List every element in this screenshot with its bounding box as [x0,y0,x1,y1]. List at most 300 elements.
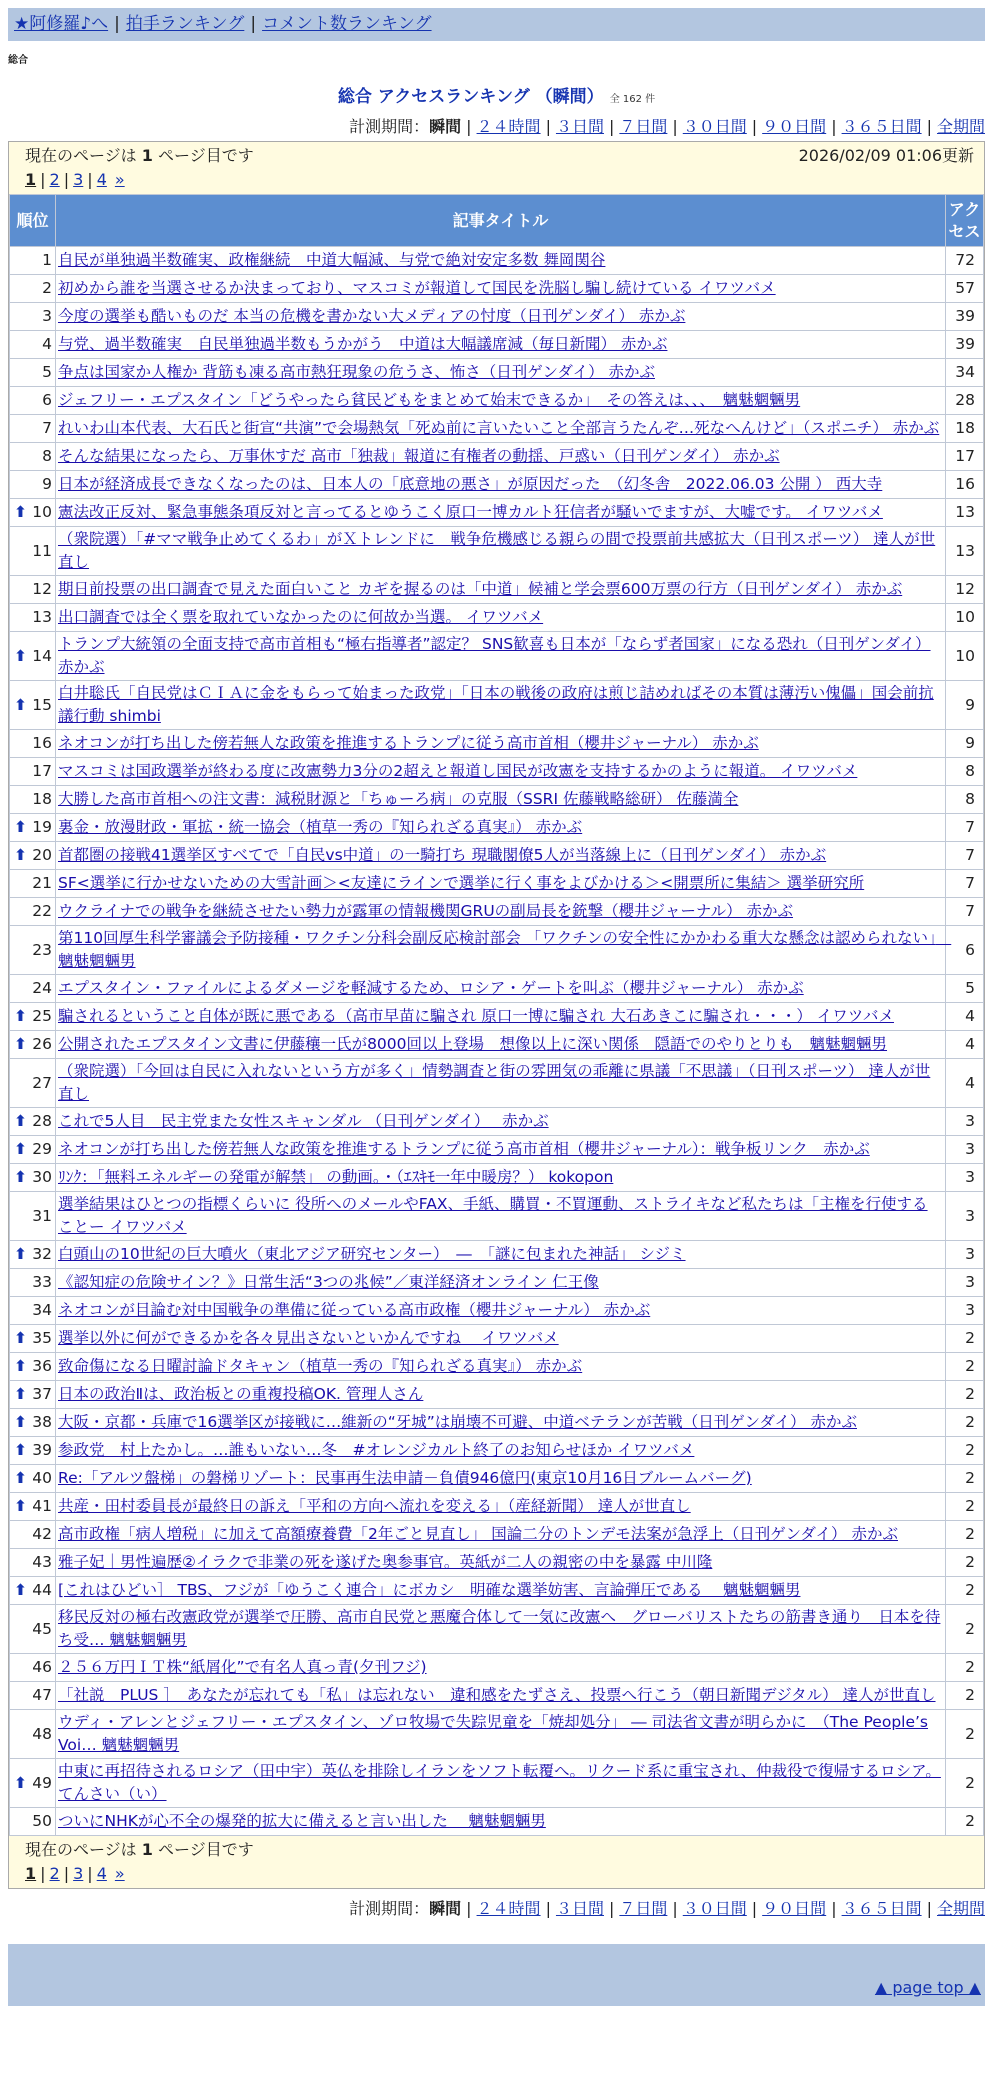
access-count: 2 [946,1605,984,1654]
pager-page-link[interactable]: 3 [73,170,84,189]
period-link[interactable]: ９０日間 [762,117,827,136]
title-cell [56,975,946,1003]
title-cell [56,1493,946,1521]
title-cell [56,247,946,275]
rank-cell [10,604,56,632]
rank-number: 41 [32,1497,52,1515]
rank-up-icon: ⬆ [14,846,27,864]
table-row [10,975,984,1003]
article-link[interactable]: 初めから誰を当選させるか決まっており、マスコミが報道して国民を洗脳し騙し続けている イワツバメ [58,279,776,297]
table-row [10,1108,984,1136]
title-cell [56,331,946,359]
page-top-link[interactable]: ▲ page top ▲ [874,1978,981,1997]
rank-cell [10,1759,56,1808]
table-row [10,870,984,898]
title-cell [56,1136,946,1164]
access-count: 2 [946,1549,984,1577]
title-cell [56,1682,946,1710]
period-current: 瞬間 [429,1899,462,1918]
title-cell [56,1521,946,1549]
title-cell [56,1605,946,1654]
article-link[interactable]: 高市政権「病人増税」に加えて高額療養費「2年ごと見直し」 国論二分のトンデモ法案が急浮上（日刊ゲンダイ） 赤かぶ [58,1525,898,1543]
table-row [10,681,984,730]
rank-number: 29 [32,1140,52,1158]
rank-cell [10,1108,56,1136]
article-link[interactable]: 選挙以外に何ができるかを各々見出さないといかんですね イワツバメ [58,1329,559,1347]
table-row [10,604,984,632]
table-row [10,1759,984,1808]
pager-page-link[interactable]: 2 [49,170,60,189]
title-cell [56,1164,946,1192]
article-link[interactable]: ﾘﾝｸ：「無料エネルギーの発電が解禁」 の動画。・（ｴｽｷﾓ一年中暖房？） kokopon [58,1168,614,1186]
access-count: 17 [946,443,984,471]
period-link[interactable]: ３日間 [555,117,604,136]
access-count: 39 [946,303,984,331]
title-cell [56,1577,946,1605]
title-cell [56,1759,946,1808]
article-link[interactable]: 第110回厚生科学審議会予防接種・ワクチン分科会副反応検討部会 「ワクチンの安全性にかかわる重大な懸念は認められない」 魑魅魍魎男 [58,929,952,970]
period-link[interactable]: ２４時間 [476,1899,541,1918]
table-row [10,898,984,926]
title-cell [56,1353,946,1381]
period-link[interactable]: ９０日間 [762,1899,827,1918]
page-title-text: 総合 アクセスランキング （瞬間） [337,87,604,107]
page-info [9,142,984,169]
page-title [0,82,993,107]
table-row [10,1297,984,1325]
rank-number: 18 [32,790,52,808]
table-row [10,1521,984,1549]
access-count: 2 [946,1577,984,1605]
access-count: 9 [946,681,984,730]
access-count: 72 [946,247,984,275]
rank-number: 24 [32,979,52,997]
article-link[interactable]: 日本の政治Ⅱは、政治板との重複投稿OK. 管理人さん [58,1385,424,1403]
rank-cell [10,926,56,975]
page-info-text: 現在のページは 1 ページ目です [25,1840,254,1859]
rank-up-icon: ⬆ [14,503,27,521]
pager-next-link[interactable]: » [114,1864,125,1883]
rank-cell [10,814,56,842]
col-access: アクセス [946,195,984,247]
rank-number: 25 [32,1007,52,1025]
rank-up-icon: ⬆ [14,1245,27,1263]
article-link[interactable]: 致命傷になる日曜討論ドタキャン（植草一秀の『知られざる真実』） 赤かぶ [58,1357,583,1375]
title-cell [56,499,946,527]
rank-up-icon: ⬆ [14,1112,27,1130]
title-cell [56,1241,946,1269]
article-link[interactable]: 自民が単独過半数確実、政権継続 中道大幅減、与党で絶対安定多数 舞岡関谷 [58,251,606,269]
title-cell [56,681,946,730]
rank-cell [10,842,56,870]
table-row [10,359,984,387]
access-count: 18 [946,415,984,443]
rank-number: 42 [32,1525,52,1543]
rank-cell [10,1381,56,1409]
title-cell [56,1108,946,1136]
table-row [10,1136,984,1164]
rank-cell [10,1577,56,1605]
updated-time: 2026/02/09 01:06更新 [798,146,974,165]
rank-cell [10,1031,56,1059]
rank-number: 13 [32,608,52,626]
rank-number: 46 [32,1658,52,1676]
rank-cell [10,527,56,576]
rank-number: 2 [42,279,52,297]
rank-cell [10,471,56,499]
table-row [10,1241,984,1269]
table-row [10,1031,984,1059]
article-link[interactable]: 移民反対の極右改憲政党が選挙で圧勝、高市自民党と悪魔合体して一気に改憲へ グローバリストたちの筋書き通り 日本を待ち受… 魑魅魍魎男 [58,1608,941,1649]
rank-number: 32 [32,1245,52,1263]
article-link[interactable]: 雅子妃｜男性遍歴②イラクで非業の死を遂げた奥参事官。英紙が二人の親密の中を暴露 中川隆 [58,1553,713,1571]
rank-cell [10,1136,56,1164]
table-row [10,1325,984,1353]
rank-cell [10,331,56,359]
table-row [10,527,984,576]
rank-number: 43 [32,1553,52,1571]
access-count: 4 [946,1003,984,1031]
title-cell [56,1059,946,1108]
rank-up-icon: ⬆ [14,1441,27,1459]
title-cell [56,1409,946,1437]
title-cell [56,1654,946,1682]
rank-number: 27 [32,1073,52,1092]
article-link[interactable]: ネオコンが目論む対中国戦争の準備に従っている高市政権（櫻井ジャーナル） 赤かぶ [58,1301,651,1319]
access-count: 9 [946,730,984,758]
rank-number: 49 [32,1773,52,1792]
article-link[interactable]: 出口調査では全く票を取れていなかったのに何故か当選。 イワツバメ [58,608,544,626]
page-info-text: 現在のページは 1 ページ目です [25,146,254,165]
col-title: 記事タイトル [56,195,946,247]
pager-current: 1 [25,170,37,189]
table-row [10,1549,984,1577]
rank-cell [10,1192,56,1241]
access-count: 3 [946,1269,984,1297]
rank-up-icon: ⬆ [14,1581,27,1599]
access-count: 3 [946,1164,984,1192]
rank-cell [10,443,56,471]
title-cell [56,1437,946,1465]
footer-bar [8,1944,985,1974]
rank-cell [10,681,56,730]
table-row [10,247,984,275]
rank-cell [10,303,56,331]
title-cell [56,632,946,681]
title-cell [56,1297,946,1325]
rank-number: 26 [32,1035,52,1053]
total-count: 全 162 件 [609,94,656,105]
title-cell [56,1192,946,1241]
title-cell [56,275,946,303]
article-link[interactable]: 白井聡氏「自民党はＣＩＡに金をもらって始まった政党」「日本の戦後の政府は煎じ詰めればその本質は薄汚い傀儡」国会前抗議行動 shimbi [58,684,934,725]
rank-cell [10,1493,56,1521]
article-link[interactable]: 大阪・京都・兵庫で16選挙区が接戦に…維新の“牙城”は崩壊不可避、中道ベテランが苦戦（日刊ゲンダイ） 赤かぶ [58,1413,857,1431]
article-link[interactable]: ウクライナでの戦争を継続させたい勢力が露軍の情報機関GRUの副局長を銃撃（櫻井ジャーナル） 赤かぶ [58,902,794,920]
article-link[interactable]: ついにNHKが心不全の爆発的拡大に備えると言い出した 魑魅魍魎男 [58,1812,546,1830]
title-cell [56,870,946,898]
title-cell [56,387,946,415]
access-count: 2 [946,1493,984,1521]
title-cell [56,1381,946,1409]
access-count: 2 [946,1437,984,1465]
article-link[interactable]: そんな結果になったら、万事休すだ 高市「独裁」報道に有権者の動揺、戸惑い（日刊ゲンダイ） 赤かぶ [58,447,780,465]
ranking-box [8,141,985,1889]
title-cell [56,926,952,975]
rank-cell [10,415,56,443]
access-count: 2 [946,1710,984,1759]
table-row [10,926,984,975]
rank-number: 47 [32,1686,52,1704]
rank-cell [10,1241,56,1269]
period-link[interactable]: 全期間 [936,117,985,136]
rank-number: 4 [42,335,52,353]
rank-up-icon: ⬆ [14,646,27,665]
article-link[interactable]: 《認知症の危険サイン？》日常生活“3つの兆候”／東洋経済オンライン 仁王像 [58,1273,599,1291]
rank-number: 45 [32,1619,52,1638]
rank-number: 31 [32,1206,52,1225]
access-count: 3 [946,1297,984,1325]
title-cell [56,1031,946,1059]
access-count: 57 [946,275,984,303]
rank-cell [10,387,56,415]
title-cell [56,303,946,331]
article-link[interactable]: 共産・田村委員長が最終日の訴え「平和の方向へ流れを変える」（産経新聞） 達人が世直し [58,1497,691,1515]
article-link[interactable]: ウディ・アレンとジェフリー・エプスタイン、ゾロ牧場で失踪児童を「焼却処分」 ― 司法省文書が明らかに （The People’s Voi… 魑魅魍魎男 [58,1713,929,1754]
rank-up-icon: ⬆ [14,1469,27,1487]
table-row [10,576,984,604]
period-link[interactable]: ７日間 [619,117,668,136]
access-count: 3 [946,1192,984,1241]
rank-number: 37 [32,1385,52,1403]
pager-current: 1 [25,1864,37,1883]
rank-cell [10,1654,56,1682]
table-row [10,730,984,758]
article-link[interactable]: 「社説 PLUS ］ あなたが忘れても「私」は忘れない 違和感をたずさえ、投票へ行こう（朝日新聞デジタル） 達人が世直し [58,1686,936,1704]
article-link[interactable]: ネオコンが打ち出した傍若無人な政策を推進するトランプに従う高市首相（櫻井ジャーナル）：戦争板リンク 赤かぶ [58,1140,870,1158]
rank-number: 30 [32,1168,52,1186]
period-label: 計測期間： [349,117,430,136]
clap-ranking-link[interactable]: 拍手ランキング [125,14,245,34]
table-row [10,1654,984,1682]
title-cell [56,758,946,786]
title-cell [56,1465,946,1493]
pager-next-link[interactable]: » [114,170,125,189]
title-cell [56,1549,946,1577]
access-count: 34 [946,359,984,387]
article-link[interactable]: 参政党 村上たかし。…誰もいない…冬 #オレンジカルト終了のお知らせほか イワツバメ [58,1441,695,1459]
rank-cell [10,1353,56,1381]
table-row [10,1059,984,1108]
table-row [10,1409,984,1437]
rank-number: 20 [32,846,52,864]
access-count: 7 [946,842,984,870]
article-link[interactable]: 期日前投票の出口調査で見えた面白いこと カギを握るのは「中道」候補と学会票600万票の行方（日刊ゲンダイ） 赤かぶ [58,580,903,598]
rank-number: 17 [32,762,52,780]
article-link[interactable]: 選挙結果はひとつの指標くらいに 役所へのメールやFAX、手紙、購買・不買運動、ストライキなど私たちは「主権を行使することー イワツバメ [58,1195,928,1236]
period-link[interactable]: ３０日間 [682,117,747,136]
rank-cell [10,1605,56,1654]
article-link[interactable]: Re:「アルツ盤梯」の磐梯リゾート：民事再生法申請－負債946億円(東京10月16日ブルームバーグ) [58,1469,752,1487]
article-link[interactable]: 日本が経済成長できなくなったのは、日本人の「底意地の悪さ」が原因だった （幻冬舎 2022.06.03 公開 ） 西大寺 [58,475,883,493]
table-row [10,1493,984,1521]
table-row [10,1269,984,1297]
pager-page-link[interactable]: 3 [73,1864,84,1883]
access-count: 28 [946,387,984,415]
title-cell [56,1003,946,1031]
rank-cell [10,1521,56,1549]
access-count: 39 [946,331,984,359]
access-count: 13 [946,499,984,527]
table-row [10,1164,984,1192]
period-link[interactable]: ３日間 [555,1899,604,1918]
rank-cell [10,1549,56,1577]
access-count: 2 [946,1465,984,1493]
period-label: 計測期間： [349,1899,430,1918]
period-link[interactable]: ３６５日間 [841,117,922,136]
rank-cell [10,632,56,681]
rank-number: 8 [42,447,52,465]
title-cell [56,1710,946,1759]
access-count: 3 [946,1108,984,1136]
table-row [10,1710,984,1759]
home-link[interactable]: ★阿修羅♪へ [14,14,109,34]
rank-number: 19 [32,818,52,836]
rank-number: 39 [32,1441,52,1459]
article-link[interactable]: （衆院選）「#ママ戦争止めてくるわ」がＸトレンドに 戦争危機感じる親らの間で投票前共感拡大（日刊スポーツ） 達人が世直し [58,530,936,571]
article-link[interactable]: 今度の選挙も酷いものだ 本当の危機を書かない大メディアの忖度（日刊ゲンダイ） 赤かぶ [58,307,686,325]
rank-cell [10,1325,56,1353]
access-count: 12 [946,576,984,604]
access-count: 2 [946,1409,984,1437]
article-link[interactable]: 騙されるということ自体が既に悪である（高市早苗に騙され 原口一博に騙され 大石あきこに騙され・・・） イワツバメ [58,1007,894,1025]
article-link[interactable]: ２５６万円ＩＴ株“紙屑化”で有名人真っ青(夕刊フジ) [58,1658,427,1676]
pager-page-link[interactable]: 4 [96,170,107,189]
access-count: 7 [946,870,984,898]
title-cell [56,443,946,471]
rank-cell [10,359,56,387]
access-count: 2 [946,1381,984,1409]
article-link[interactable]: エプスタイン・ファイルによるダメージを軽減するため、ロシア・ゲートを叫ぶ（櫻井ジャーナル） 赤かぶ [58,979,804,997]
rank-number: 48 [32,1724,52,1743]
table-row [10,1353,984,1381]
article-link[interactable]: 白頭山の10世紀の巨大噴火（東北アジア研究センター） ― 「謎に包まれた神話」 シジミ [58,1245,686,1263]
access-count: 3 [946,1136,984,1164]
access-count: 5 [946,975,984,1003]
rank-cell [10,247,56,275]
rank-number: 14 [32,646,52,665]
rank-cell [10,1059,56,1108]
pager-page-link[interactable]: 4 [96,1864,107,1883]
article-link[interactable]: 中東に再招待されるロシア（田中宇）英仏を排除しイランをソフト転覆へ。リクード系に重宝され、仲裁役で復帰するロシア。 てんさい（い） [58,1762,941,1803]
period-link[interactable]: 全期間 [936,1899,985,1918]
access-count: 7 [946,898,984,926]
rank-cell [10,499,56,527]
rank-up-icon: ⬆ [14,1035,27,1053]
rank-up-icon: ⬆ [14,1168,27,1186]
table-row [10,415,984,443]
rank-cell [10,786,56,814]
article-link[interactable]: これで5人目 民主党また女性スキャンダル （日刊ゲンダイ） 赤かぶ [58,1112,549,1130]
page-info-bottom [9,1836,984,1863]
access-count: 2 [946,1808,984,1836]
period-link[interactable]: ３０日間 [682,1899,747,1918]
table-row [10,499,984,527]
title-cell [56,527,946,576]
access-count: 2 [946,1759,984,1808]
table-row [10,1808,984,1836]
rank-up-icon: ⬆ [14,1140,27,1158]
table-row [10,842,984,870]
rank-cell [10,1269,56,1297]
top-navigation: ★阿修羅♪へ | 拍手ランキング | コメント数ランキング [8,8,985,41]
page-top-bar [8,1974,985,2006]
article-link[interactable]: れいわ山本代表、大石氏と街宣“共演”で会場熱気「死ぬ前に言いたいこと全部言うたんぞ…死なへんけど」（スポニチ） 赤かぶ [58,419,940,437]
article-link[interactable]: 与党、過半数確実 自民単独過半数もうかがう 中道は大幅議席減（毎日新聞） 赤かぶ [58,335,668,353]
article-link[interactable]: 争点は国家か人権か 背筋も凍る高市熱狂現象の危うさ、怖さ（日刊ゲンダイ） 赤かぶ [58,363,655,381]
article-link[interactable]: 公開されたエプスタイン文書に伊藤穰一氏が8000回以上登場 想像以上に深い関係 隠語でのやりとりも 魑魅魍魎男 [58,1035,888,1053]
section-label: 総合 [8,55,28,66]
title-cell [56,359,946,387]
rank-number: 38 [32,1413,52,1431]
article-link[interactable]: ジェフリー・エプスタイン「どうやったら貧民どもをまとめて始末できるか」 その答えは、、、 魑魅魍魎男 [58,391,801,409]
rank-up-icon: ⬆ [14,1385,27,1403]
rank-cell [10,1682,56,1710]
article-link[interactable]: 憲法改正反対、緊急事態条項反対と言ってるとゆうこく原口一博カルト狂信者が騒いでますが、大嘘です。 イワツバメ [58,503,883,521]
rank-number: 3 [42,307,52,325]
rank-cell [10,1164,56,1192]
rank-cell [10,1465,56,1493]
ranking-table [9,194,984,1836]
rank-cell [10,1409,56,1437]
rank-number: 33 [32,1273,52,1291]
period-link[interactable]: ７日間 [619,1899,668,1918]
article-link[interactable]: 首都圏の接戦41選挙区すべてで「自民vs中道」の一騎打ち 現職閣僚5人が当落線上に（日刊ゲンダイ） 赤かぶ [58,846,827,864]
pager-bottom: 1 | 2 | 3 | 4 » [9,1863,984,1888]
rank-cell [10,870,56,898]
access-count: 6 [946,926,984,975]
title-cell [56,1269,946,1297]
comment-ranking-link[interactable]: コメント数ランキング [262,14,432,34]
rank-number: 7 [42,419,52,437]
article-link[interactable]: 大勝した高市首相への注文書：減税財源と「ちゅーろ病」の克服（SSRI 佐藤戦略総研） 佐藤満全 [58,790,739,808]
rank-number: 12 [32,580,52,598]
col-rank: 順位 [10,195,56,247]
article-link[interactable]: SF<選挙に行かせないための大雪計画＞<友達にラインで選挙に行く事をよびかける＞<開票所に集結＞ 選挙研究所 [58,874,865,892]
access-count: 2 [946,1353,984,1381]
rank-cell [10,1437,56,1465]
pager-page-link[interactable]: 2 [49,1864,60,1883]
article-link[interactable]: トランプ大統領の全面支持で高市首相も“極右指導者”認定？ SNS歓喜も日本が「ならず者国家」になる恐れ（日刊ゲンダイ） 赤かぶ [58,635,931,676]
period-link[interactable]: ３６５日間 [841,1899,922,1918]
rank-number: 50 [32,1812,52,1830]
period-link[interactable]: ２４時間 [476,117,541,136]
table-row [10,443,984,471]
table-row [10,758,984,786]
article-link[interactable]: 裏金・放漫財政・軍拡・統一協会（植草一秀の『知られざる真実』） 赤かぶ [58,818,583,836]
article-link[interactable]: マスコミは国政選挙が終わる度に改憲勢力3分の2超えと報道し国民が改憲を支持するかのように報道。 イワツバメ [58,762,858,780]
title-cell [56,1325,946,1353]
table-row [10,632,984,681]
rank-number: 10 [32,503,52,521]
access-count: 2 [946,1682,984,1710]
article-link[interactable]: （衆院選）「今回は自民に入れないという方が多く」情勢調査と街の雰囲気の乖離に県議「不思議」（日刊スポーツ） 達人が世直し [58,1062,931,1103]
access-count: 3 [946,1241,984,1269]
table-row [10,1192,984,1241]
article-link[interactable]: [これはひどい］ TBS、フジが「ゆうこく連合」にボカシ 明確な選挙妨害、言論弾圧である 魑魅魍魎男 [58,1581,801,1599]
article-link[interactable]: ネオコンが打ち出した傍若無人な政策を推進するトランプに従う高市首相（櫻井ジャーナル） 赤かぶ [58,734,759,752]
access-count: 16 [946,471,984,499]
